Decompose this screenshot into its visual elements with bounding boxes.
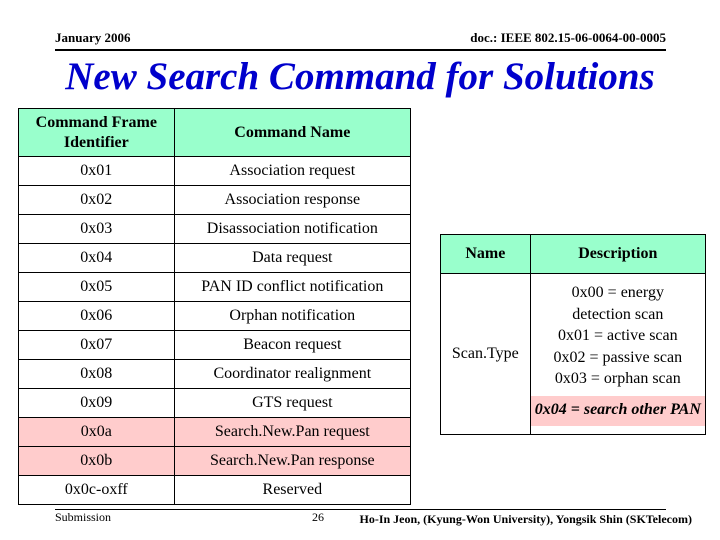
- table-row: [19, 157, 411, 186]
- scan-body-row: [441, 274, 706, 435]
- scan-header-description: Description: [530, 235, 705, 274]
- command-name-cell: Search.New.Pan response: [174, 447, 410, 476]
- footer-page-number: 26: [312, 510, 324, 524]
- command-id-cell: 0x06: [19, 302, 175, 331]
- command-name-cell: Association request: [174, 157, 410, 186]
- scan-description-line: 0x03 = orphan scan: [554, 370, 681, 388]
- scan-description-cell: [530, 274, 705, 435]
- scan-type-table: [440, 234, 706, 435]
- page-title: New Search Command for Solutions: [65, 55, 655, 98]
- command-name-cell: Disassociation notification: [174, 215, 410, 244]
- table-header-row: [19, 109, 411, 157]
- table-row: [19, 273, 411, 302]
- command-name-cell: GTS request: [174, 389, 410, 418]
- command-id-cell: 0x0b: [19, 447, 175, 476]
- command-id-cell: 0x02: [19, 186, 175, 215]
- footer-divider: [55, 509, 666, 510]
- command-name-cell: Orphan notification: [174, 302, 410, 331]
- header-divider: [55, 49, 666, 51]
- command-name-cell: PAN ID conflict notification: [174, 273, 410, 302]
- command-id-cell: 0x07: [19, 331, 175, 360]
- scan-header-row: [441, 235, 706, 274]
- header-doc-id: doc.: IEEE 802.15-06-0064-00-0005: [470, 30, 666, 45]
- command-frame-table: [18, 108, 411, 505]
- header-identifier: Command Frame Identifier: [19, 109, 175, 157]
- command-name-cell: Association response: [174, 186, 410, 215]
- scan-description-line: 0x01 = active scan: [557, 327, 678, 345]
- command-name-cell: Data request: [174, 244, 410, 273]
- command-id-cell: 0x05: [19, 273, 175, 302]
- command-id-cell: 0x0a: [19, 418, 175, 447]
- scan-description-line: 0x00 = energy: [571, 284, 664, 302]
- table-row: [19, 302, 411, 331]
- table-row: [19, 244, 411, 273]
- command-id-cell: 0x08: [19, 360, 175, 389]
- footer-authors: Ho-In Jeon, (Kyung-Won University), Yongsik Shin (SKTelecom): [359, 512, 692, 526]
- footer-submission: Submission: [55, 510, 112, 524]
- header-command-name: Command Name: [174, 109, 410, 157]
- table-row: [19, 186, 411, 215]
- command-id-cell: 0x03: [19, 215, 175, 244]
- table-row: [19, 476, 411, 505]
- command-name-cell: Search.New.Pan request: [174, 418, 410, 447]
- command-id-cell: 0x0c-oxff: [19, 476, 175, 505]
- scan-description-line: 0x02 = passive scan: [553, 348, 683, 366]
- scan-new-value: 0x04 = search other PAN: [531, 396, 705, 426]
- table-row: [19, 418, 411, 447]
- table-row: [19, 389, 411, 418]
- command-id-cell: 0x04: [19, 244, 175, 273]
- scan-description-line: detection scan: [572, 305, 664, 323]
- header-date: January 2006: [55, 30, 131, 45]
- table-row: [19, 215, 411, 244]
- command-name-cell: Beacon request: [174, 331, 410, 360]
- scan-header-name: Name: [441, 235, 531, 274]
- scan-description-list: [531, 282, 705, 390]
- table-row: [19, 331, 411, 360]
- command-name-cell: Coordinator realignment: [174, 360, 410, 389]
- scan-name-cell: Scan.Type: [441, 274, 531, 435]
- command-id-cell: 0x01: [19, 157, 175, 186]
- table-row: [19, 447, 411, 476]
- table-row: [19, 360, 411, 389]
- command-name-cell: Reserved: [174, 476, 410, 505]
- command-id-cell: 0x09: [19, 389, 175, 418]
